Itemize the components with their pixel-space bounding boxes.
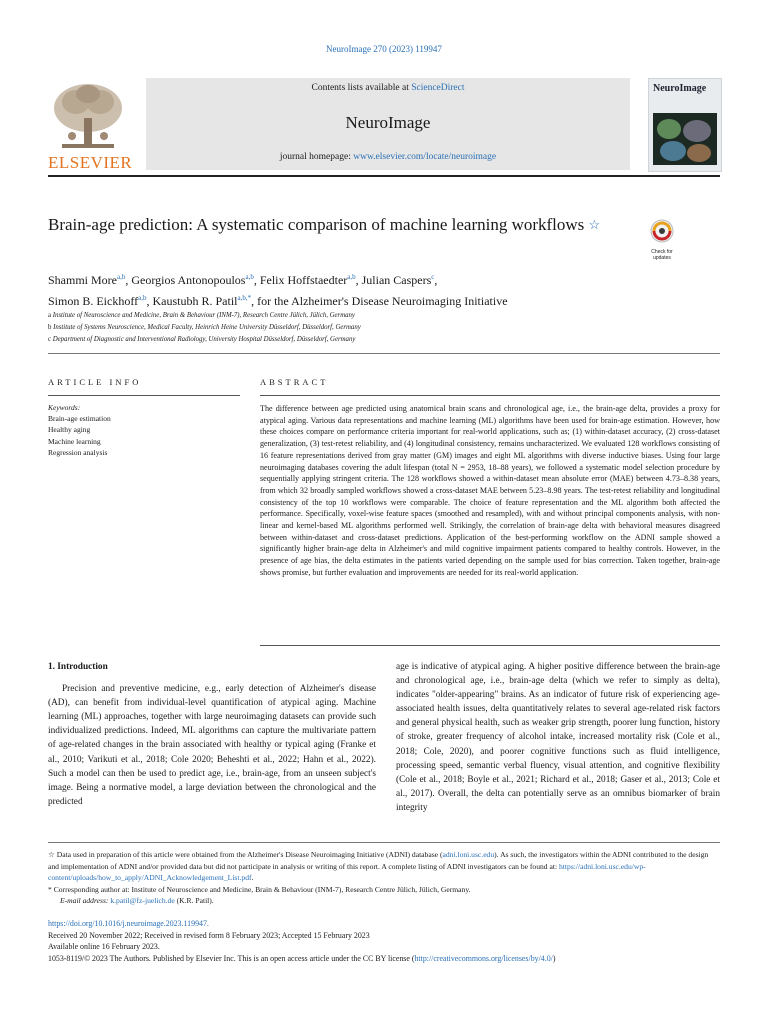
authors-line-2: Simon B. Eickhoff$^{a,b}$, Kaustubh R. Patil$^{a,b,*}$, for the Alzheimer's Disease Neuroimaging Initiative: [48, 294, 508, 308]
affiliation-item: [48, 310, 728, 322]
author-name[interactable]: Julian Caspers: [361, 273, 432, 287]
elsevier-wordmark: ELSEVIER: [48, 153, 133, 172]
license-line: [48, 953, 728, 965]
email-label: E-mail address:: [60, 896, 111, 906]
adni-acknowledgement-link[interactable]: https://adni.loni.usc.edu/wp-content/uploads/how_to_apply/ADNI_Acknowledgement_List.pdf: [48, 861, 646, 883]
affiliation-text: Department of Diagnostic and Interventional Radiology, University Hospital Düsseldorf, Düsseldorf, Germany: [52, 336, 356, 343]
abstract-heading: ABSTRACT: [260, 377, 329, 387]
affiliation-item: [48, 322, 728, 334]
author-name[interactable]: Kaustubh R. Patil: [152, 294, 238, 308]
cover-title: NeuroImage: [653, 83, 707, 94]
section-heading-introduction: 1. Introduction: [48, 662, 108, 672]
author-affil-sup[interactable]: a,b: [245, 273, 254, 281]
article-title: [48, 214, 608, 236]
footnotes: [48, 849, 720, 907]
license-text: ): [552, 953, 556, 963]
homepage-prefix: journal homepage:: [279, 152, 354, 162]
footnote-adni: ☆ Data used in preparation of this article were obtained from the Alzheimer's Disease Neuroimaging Initiative (ADNI) database (adni.loni.usc.edu). As such, the investigators within the ADNI contributed to the design and implementation of ADNI and/or provided data but did not participate in analysis or writing of this report. A complete listing of ADNI investigators can be found at: https://adni.loni.usc.edu/wp-content/uploads/how_to_apply/ADNI_Acknowledgement_List.pdf.: [48, 850, 709, 883]
article-info-heading: ARTICLE INFO: [48, 377, 142, 387]
affiliation-text: Institute of Neuroscience and Medicine, Brain & Behaviour (INM-7), Research Centre Jülich, Jülich, Germany: [52, 312, 355, 319]
homepage-link[interactable]: www.elsevier.com/locate/neuroimage: [353, 152, 497, 162]
author-affil-sup[interactable]: a,b: [117, 273, 126, 281]
footnote-email: [48, 895, 720, 907]
affiliation-text: Institute of Systems Neuroscience, Medical Faculty, Heinrich Heine University Düsseldorf, Düsseldorf, Germany: [53, 324, 361, 331]
abstract-rule: [260, 395, 720, 396]
abstract-text: The difference between age predicted using anatomical brain scans and chronological age, i.e., the brain-age delta, provides a proxy for atypical aging. Various data representations and machine learning (ML) algorithms have been used for brain-age estimation. However, how these choices compare on performance criteria important for real-world applications, such as; (1) within-dataset accuracy, (2) cross-dataset generalization, (3) test-retest reliability, and (4) longitudinal consistency, remains uncharacterized. We evaluated 128 workflows consisting of 16 feature representations derived from gray matter (GM) images and eight ML algorithms with diverse inductive biases. Using four large neuroimaging databases covering the adult lifespan (total N = 2953, 18–88 years), we followed a systematic model selection procedure by sequentially applying stringent criteria. The 128 workflows showed a within-dataset mean absolute error (MAE) between 4.73–8.38 years, from which 32 broadly sampled workflows showed a cross-dataset MAE between 5.23–8.98 years. The test-retest reliability and longitudinal consistency of the top 10 workflows were comparable. The choice of feature representation and the ML algorithm both affected the performance. Specifically, voxel-wise feature spaces (smoothed and resampled), with and without principal components analysis, with non-linear and kernel-based ML algorithms performed well. Strikingly, the correlation of brain-age delta with behavioral measures disagreed between within-dataset and cross-dataset predictions. Application of the best-performing workflow on the ADNI sample showed a significantly higher brain-age delta in Alzheimer's and mild cognitive impairment patients compared to healthy controls. However, in the presence of age bias, the delta estimates in the patients varied depending on the sample used for bias correction. Taken together, brain-age shows promise, but further evaluation and improvements are needed for its real-world application.: [260, 404, 720, 577]
footnote-rule: [48, 842, 720, 843]
check-updates-icon: [642, 218, 682, 244]
affiliations: [48, 310, 728, 346]
footnote-corresponding: * Corresponding author at: Institute of Neuroscience and Medicine, Brain & Behaviour (INM-7), Research Centre Jülich, Jülich, Germany.: [48, 884, 471, 894]
contents-prefix: Contents lists available at: [311, 83, 412, 93]
license-text: 1053-8119/© 2023 The Authors. Published by Elsevier Inc. This is an open access article under the CC BY license (: [48, 953, 415, 963]
body-column-left: [48, 660, 376, 809]
check-for-updates-button[interactable]: [642, 218, 682, 261]
author-name[interactable]: Felix Hoffstaedter: [259, 273, 348, 287]
contents-line: [146, 83, 630, 93]
journal-masthead: [146, 78, 630, 170]
affiliation-item: [48, 334, 728, 346]
affiliation-sup: c: [48, 336, 52, 343]
cover-brain-images: [653, 113, 717, 165]
abstract-bottom-rule: [260, 645, 720, 646]
author-affil-sup[interactable]: a,b,*: [237, 294, 252, 302]
author-name[interactable]: Simon B. Eickhoff: [48, 294, 139, 308]
article-metadata: [48, 918, 728, 964]
keyword: Brain-age estimation: [48, 414, 111, 424]
author-name[interactable]: Georgios Antonopoulos: [131, 273, 246, 287]
body-column-right: [396, 660, 720, 815]
footnote-text: ). As such, the investigators within the ADNI contributed to the design and implementation of ADNI and/or provided data but did not participate in analysis or writing of this report. A complete listing of ADNI investigators can be found at:: [48, 850, 709, 871]
journal-name: NeuroImage: [345, 113, 431, 132]
title-footnote-star[interactable]: ☆: [588, 217, 601, 232]
author-name[interactable]: Shammi More: [48, 273, 117, 287]
affiliation-sup: a: [48, 312, 52, 319]
author-list: [48, 268, 728, 310]
keyword: Machine learning: [48, 436, 101, 446]
author-affil-sup[interactable]: a,b: [347, 273, 356, 281]
affiliation-sup: b: [48, 324, 52, 331]
journal-reference[interactable]: NeuroImage 270 (2023) 119947: [326, 44, 442, 54]
authors-consortium: , for the Alzheimer's Disease Neuroimaging Initiative: [251, 294, 508, 308]
keywords-label: Keywords:: [48, 403, 81, 412]
homepage-line: [146, 152, 630, 162]
sciencedirect-link[interactable]: ScienceDirect: [411, 83, 465, 93]
received-dates: Received 20 November 2022; Received in revised form 8 February 2023; Accepted 15 February 2023: [48, 930, 370, 940]
authors-line-1: Shammi More$^{a,b}$, Georgios Antonopoulos$^{a,b}$, Felix Hoffstaedter$^{a,b}$, Julian Caspers$^c$,: [48, 273, 438, 287]
license-link[interactable]: http://creativecommons.org/licenses/by/4.0/: [414, 953, 553, 963]
email-suffix: (K.R. Patil).: [174, 896, 214, 906]
author-affil-sup[interactable]: c: [431, 273, 435, 281]
footnote-text: ☆ Data used in preparation of this article were obtained from the Alzheimer's Disease Neuroimaging Initiative (ADNI) database (: [48, 850, 443, 859]
adni-link[interactable]: adni.loni.usc.edu: [442, 850, 495, 859]
journal-cover-thumbnail: [648, 78, 722, 172]
author-affil-sup[interactable]: a,b: [138, 294, 147, 302]
available-online: Available online 16 February 2023.: [48, 942, 160, 951]
header-rule: [48, 175, 720, 177]
intro-paragraph: Precision and preventive medicine, e.g., early detection of Alzheimer's disease (AD), can benefit from individual-level quantification of atypical aging. Machine learning (ML) approaches, together with large neuroimaging datasets can provide such individualized predictions. Indeed, ML algorithms can capture the multivariate pattern of age-related changes in the brain associated with healthy or typical aging (Franke et al., 2010; Varikuti et al., 2018; Cole 2020; Beheshti et al., 2022; Hahn et al., 2022). Such a model can then be used to predict age, i.e., brain-age, from an unseen subject's image. Being a normative model, a large deviation between the chronological and the predicted: [48, 684, 376, 807]
article-info-rule: [48, 395, 240, 396]
keyword: Healthy aging: [48, 425, 91, 435]
email-link[interactable]: k.patil@fz-juelich.de: [110, 896, 175, 906]
affiliation-rule: [48, 353, 720, 354]
keywords-block: [48, 402, 238, 458]
check-updates-label: Check for updates: [651, 249, 673, 261]
doi-link[interactable]: https://doi.org/10.1016/j.neuroimage.2023.119947.: [48, 919, 209, 928]
intro-paragraph-continued: age is indicative of atypical aging. A higher positive difference between the brain-age and chronological age, i.e., brain-age delta (which we refer to simply as delta), indicates "older-appearing" brains. As an indicator of future risk of experiencing age-associated health issues, delta quantitatively relates to several age-related risk factors and general physical health, such as weaker grip strength, poorer lung function, history of stroke, greater frequency of alcohol intake, increased mortality risk (Cole et al., 2018; Cole, 2020), and poorer cognitive functions such as fluid intelligence, processing speed, semantic verbal fluency, visual attention, and cognitive flexibility (Cole et al., 2018; Boyle et al., 2021; Richard et al., 2018; Gaser et al., 2013; Cole et al., 2017). Overall, the delta can potentially serve as an omnibus biomarker of brain integrity: [396, 662, 720, 813]
title-text: Brain-age prediction: A systematic comparison of machine learning workflows: [48, 215, 585, 234]
keyword: Regression analysis: [48, 447, 108, 457]
